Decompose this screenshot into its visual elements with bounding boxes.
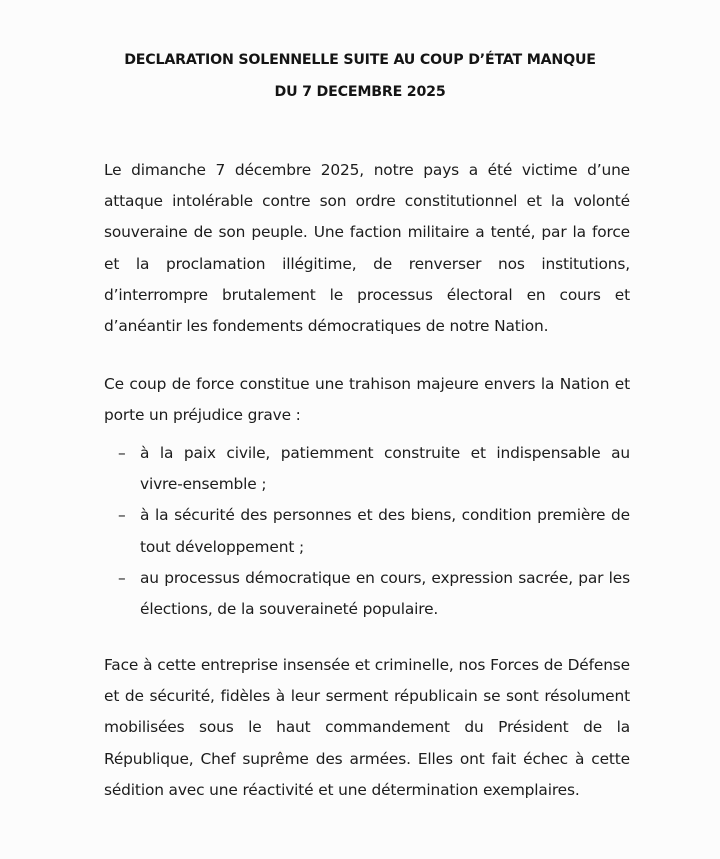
document-title-line-2: DU 7 DECEMBRE 2025 [274, 84, 446, 100]
list-item-text: à la sécurité des personnes et des biens, condition première de tout développement ; [140, 506, 630, 556]
list-dash-marker: – [118, 568, 126, 587]
list-item [118, 563, 630, 625]
list-item [118, 438, 630, 500]
list-item-text: à la paix civile, patiemment construite et indispensable au vivre-ensemble ; [140, 444, 630, 494]
prejudice-list [118, 438, 630, 625]
paragraph-forces: Face à cette entreprise insensée et criminelle, nos Forces de Défense et de sécurité, fidèles à leur serment républicain se sont résolument mobilisées sous le haut commandement du Président de la République, Chef suprême des armées. Elles ont fait échec à cette sédition avec une réactivité et une détermination exemplaires. [104, 656, 630, 799]
list-item-text: au processus démocratique en cours, expression sacrée, par les élections, de la souveraineté populaire. [140, 568, 630, 619]
document-title-line-1: DECLARATION SOLENNELLE SUITE AU COUP D’ÉTAT MANQUE [124, 52, 596, 68]
list-dash-marker: – [118, 506, 126, 525]
list-dash-marker: – [118, 444, 126, 462]
paragraph-coup-de-force: Ce coup de force constitue une trahison majeure envers la Nation et porte un préjudice grave : [104, 375, 630, 425]
list-item [118, 500, 630, 562]
paragraph-intro: Le dimanche 7 décembre 2025, notre pays a été victime d’une attaque intolérable contre son ordre constitutionnel et la volonté souveraine de son peuple. Une faction militaire a tenté, par la force et la proclamation illégitime, de renverser nos institutions, d’interrompre brutalement le processus électoral en cours et d’anéantir les fondements démocratiques de notre Nation. [104, 161, 630, 336]
